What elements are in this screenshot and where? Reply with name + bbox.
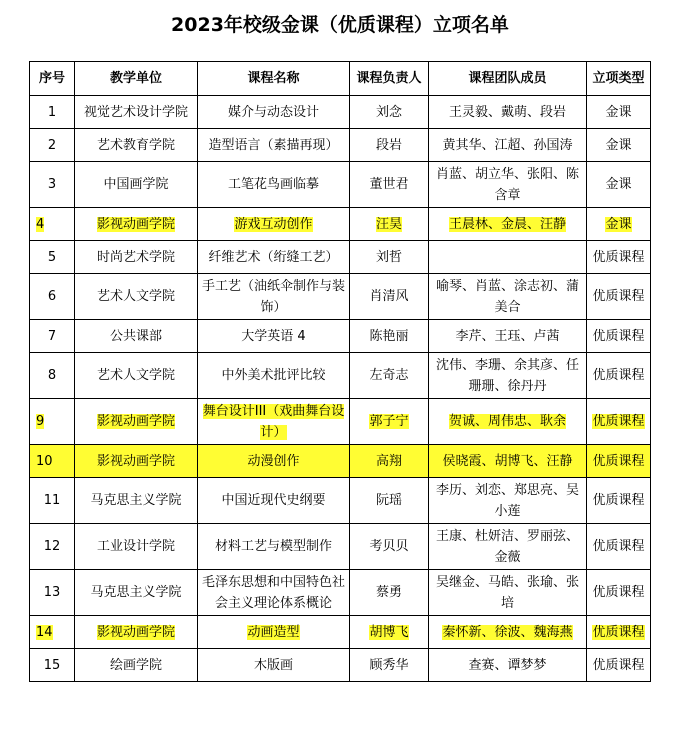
cell-no	[30, 616, 75, 649]
cell-type-text: 优质课程	[592, 453, 645, 469]
table-row	[30, 208, 651, 241]
cell-unit-text: 影视动画学院	[96, 216, 175, 232]
cell-lead-text: 董世君	[369, 177, 409, 192]
cell-course-text: 游戏互动创作	[234, 216, 313, 232]
cell-no	[30, 353, 75, 399]
cell-team-text: 侯晓霞、胡博飞、汪静	[442, 453, 573, 469]
cell-lead-text: 顾秀华	[369, 657, 409, 673]
cell-lead-text: 段岩	[375, 137, 402, 153]
cell-course-text: 材料工艺与模型制作	[214, 539, 332, 554]
cell-lead	[350, 274, 429, 320]
cell-unit	[75, 399, 198, 445]
cell-lead-text: 胡博飞	[369, 624, 409, 640]
cell-unit	[75, 208, 198, 241]
cell-team	[429, 274, 587, 320]
cell-team-text: 喻琴、肖蓝、涂志初、蒲美合	[435, 278, 579, 315]
cell-no	[30, 399, 75, 445]
cell-course-text: 中国近现代史纲要	[221, 493, 326, 508]
cell-course	[198, 208, 350, 241]
cell-no-text: 2	[47, 137, 57, 153]
cell-course	[198, 162, 350, 208]
cell-course	[198, 96, 350, 129]
cell-team-text: 秦怀新、徐波、魏海燕	[442, 624, 573, 640]
cell-lead	[350, 162, 429, 208]
cell-type-text: 优质课程	[592, 328, 645, 344]
cell-no-text: 3	[47, 177, 57, 192]
cell-team	[429, 208, 587, 241]
cell-team	[429, 616, 587, 649]
cell-type-text: 优质课程	[592, 249, 645, 265]
cell-lead-text: 考贝贝	[369, 539, 409, 554]
table-row	[30, 129, 651, 162]
table-row	[30, 616, 651, 649]
table-row	[30, 570, 651, 616]
project-list-table	[29, 61, 651, 682]
cell-course	[198, 274, 350, 320]
cell-team-text: 吴继金、马皓、张瑜、张培	[435, 574, 579, 611]
cell-unit-text: 艺术人文学院	[96, 289, 175, 304]
cell-no-text: 10	[36, 453, 53, 469]
cell-unit-text: 马克思主义学院	[90, 585, 182, 600]
cell-type-text: 优质课程	[592, 657, 645, 673]
cell-no-text: 5	[47, 249, 57, 265]
header-type: 立项类型	[587, 62, 651, 96]
cell-team-text: 贺诚、周伟忠、耿余	[448, 414, 566, 429]
cell-type	[587, 616, 651, 649]
cell-team	[429, 353, 587, 399]
cell-unit-text: 工业设计学院	[96, 539, 175, 554]
header-no: 序号	[30, 62, 75, 96]
cell-type-text: 优质课程	[592, 414, 645, 429]
cell-type	[587, 274, 651, 320]
cell-lead-text: 肖清风	[369, 289, 409, 304]
cell-unit-text: 马克思主义学院	[90, 493, 182, 508]
cell-lead	[350, 399, 429, 445]
cell-unit	[75, 274, 198, 320]
table-row	[30, 162, 651, 208]
cell-no-text: 4	[36, 216, 45, 232]
cell-type-text: 优质课程	[592, 368, 645, 383]
cell-unit	[75, 445, 198, 478]
cell-team	[429, 524, 587, 570]
cell-no-text: 13	[43, 585, 61, 600]
cell-no	[30, 162, 75, 208]
cell-lead-text: 郭子宁	[369, 414, 409, 429]
cell-unit-text: 视觉艺术设计学院	[83, 104, 188, 120]
cell-team-text: 沈伟、李珊、余其彦、任珊珊、徐丹丹	[435, 357, 579, 394]
cell-team	[429, 399, 587, 445]
cell-team-text: 王康、杜妍洁、罗丽弦、金薇	[435, 528, 579, 565]
table-row	[30, 649, 651, 682]
cell-type	[587, 96, 651, 129]
table-header-row	[30, 62, 651, 96]
cell-course-text: 动漫创作	[247, 453, 300, 469]
cell-team-text: 李历、刘恋、郑思亮、吴小莲	[435, 482, 579, 519]
cell-lead-text: 阮瑶	[375, 493, 402, 508]
cell-unit-text: 影视动画学院	[96, 453, 175, 469]
cell-type-text: 优质课程	[592, 493, 645, 508]
cell-team	[429, 241, 587, 274]
cell-course	[198, 129, 350, 162]
cell-unit-text: 绘画学院	[109, 657, 162, 673]
cell-team-text: 肖蓝、胡立华、张阳、陈含章	[435, 166, 579, 203]
cell-no	[30, 320, 75, 353]
cell-course-text: 手工艺（油纸伞制作与装饰）	[201, 278, 345, 315]
cell-lead	[350, 616, 429, 649]
cell-team	[429, 162, 587, 208]
cell-lead-text: 刘念	[375, 104, 402, 120]
cell-course-text: 大学英语 4	[241, 328, 306, 344]
cell-no-text: 11	[43, 493, 61, 508]
cell-lead	[350, 649, 429, 682]
table-row	[30, 320, 651, 353]
cell-lead	[350, 241, 429, 274]
cell-type	[587, 241, 651, 274]
cell-no-text: 9	[36, 414, 45, 429]
cell-unit-text: 艺术人文学院	[96, 368, 175, 383]
cell-unit	[75, 478, 198, 524]
cell-type-text: 金课	[605, 104, 632, 120]
cell-type-text: 优质课程	[592, 539, 645, 554]
cell-unit	[75, 353, 198, 399]
cell-course-text: 造型语言（素描再现）	[208, 137, 339, 153]
cell-course-text: 纤维艺术（绗缝工艺）	[208, 249, 339, 265]
cell-no	[30, 129, 75, 162]
cell-unit-text: 影视动画学院	[96, 414, 175, 429]
cell-type	[587, 162, 651, 208]
table-row	[30, 353, 651, 399]
cell-unit-text: 中国画学院	[103, 177, 169, 192]
cell-type-text: 金课	[605, 177, 632, 192]
cell-team	[429, 320, 587, 353]
cell-no	[30, 649, 75, 682]
cell-unit	[75, 96, 198, 129]
cell-team	[429, 445, 587, 478]
cell-unit	[75, 241, 198, 274]
cell-lead-text: 蔡勇	[375, 585, 402, 600]
cell-no-text: 6	[47, 289, 57, 304]
cell-team	[429, 570, 587, 616]
cell-type	[587, 320, 651, 353]
cell-no-text: 12	[43, 539, 61, 554]
cell-team	[429, 478, 587, 524]
cell-unit	[75, 649, 198, 682]
cell-unit-text: 公共课部	[109, 328, 162, 344]
cell-course-text: 动画造型	[247, 624, 300, 640]
cell-unit	[75, 570, 198, 616]
cell-type	[587, 129, 651, 162]
cell-unit	[75, 129, 198, 162]
cell-course	[198, 649, 350, 682]
cell-course-text: 中外美术批评比较	[221, 368, 326, 383]
cell-course	[198, 399, 350, 445]
table-row	[30, 96, 651, 129]
cell-lead	[350, 570, 429, 616]
cell-course-text: 工笔花鸟画临摹	[227, 177, 319, 192]
cell-no	[30, 445, 75, 478]
cell-type	[587, 445, 651, 478]
cell-team	[429, 649, 587, 682]
cell-lead	[350, 353, 429, 399]
cell-team-text: 黄其华、江超、孙国涛	[442, 137, 573, 153]
cell-team-text: 王灵毅、戴萌、段岩	[448, 104, 566, 120]
cell-no-text: 14	[36, 624, 53, 640]
cell-course	[198, 524, 350, 570]
cell-course-text: 木版画	[253, 657, 293, 673]
cell-course-text: 媒介与动态设计	[227, 104, 319, 120]
cell-type	[587, 208, 651, 241]
cell-course-text: 毛泽东思想和中国特色社会主义理论体系概论	[201, 574, 345, 611]
cell-no	[30, 478, 75, 524]
cell-lead	[350, 96, 429, 129]
cell-lead	[350, 320, 429, 353]
cell-type	[587, 570, 651, 616]
cell-type	[587, 478, 651, 524]
cell-no	[30, 570, 75, 616]
cell-lead-text: 汪昊	[375, 216, 402, 232]
cell-unit-text: 影视动画学院	[96, 624, 175, 640]
cell-lead-text: 左奇志	[369, 368, 409, 383]
cell-type-text: 优质课程	[592, 289, 645, 304]
table-row	[30, 399, 651, 445]
cell-team	[429, 96, 587, 129]
cell-unit	[75, 162, 198, 208]
header-unit: 教学单位	[75, 62, 198, 96]
header-team: 课程团队成员	[429, 62, 587, 96]
cell-unit	[75, 320, 198, 353]
cell-course	[198, 478, 350, 524]
cell-type-text: 优质课程	[592, 585, 645, 600]
cell-no-text: 15	[43, 657, 61, 673]
table-row	[30, 524, 651, 570]
cell-no-text: 8	[47, 368, 57, 383]
table-row	[30, 478, 651, 524]
table-row	[30, 445, 651, 478]
cell-type	[587, 399, 651, 445]
cell-lead	[350, 524, 429, 570]
cell-type	[587, 353, 651, 399]
cell-lead	[350, 445, 429, 478]
cell-course-text: 舞台设计III（戏曲舞台设计）	[202, 403, 345, 440]
cell-lead-text: 刘哲	[375, 249, 402, 265]
cell-lead-text: 高翔	[375, 453, 402, 469]
cell-no	[30, 241, 75, 274]
cell-unit-text: 时尚艺术学院	[96, 249, 175, 265]
cell-type-text: 金课	[605, 216, 632, 232]
cell-lead	[350, 129, 429, 162]
cell-no-text: 1	[47, 104, 57, 120]
cell-team-text: 查赛、谭梦梦	[468, 657, 547, 673]
cell-no	[30, 274, 75, 320]
cell-unit	[75, 616, 198, 649]
cell-team	[429, 129, 587, 162]
cell-course	[198, 570, 350, 616]
cell-no-text: 7	[47, 328, 57, 344]
cell-unit-text: 艺术教育学院	[96, 137, 175, 153]
cell-course	[198, 320, 350, 353]
cell-type-text: 金课	[605, 137, 632, 153]
cell-no	[30, 96, 75, 129]
cell-type	[587, 524, 651, 570]
header-lead: 课程负责人	[350, 62, 429, 96]
cell-unit	[75, 524, 198, 570]
cell-lead-text: 陈艳丽	[369, 328, 409, 344]
table-row	[30, 274, 651, 320]
cell-no	[30, 208, 75, 241]
cell-team-text: 李芹、王珏、卢茜	[455, 328, 560, 344]
cell-team-text: 王晨林、金晨、汪静	[448, 216, 566, 232]
cell-course	[198, 353, 350, 399]
cell-course	[198, 616, 350, 649]
cell-lead	[350, 208, 429, 241]
table-row	[30, 241, 651, 274]
header-course: 课程名称	[198, 62, 350, 96]
cell-no	[30, 524, 75, 570]
page-title: 2023年校级金课（优质课程）立项名单	[171, 14, 509, 36]
cell-lead	[350, 478, 429, 524]
cell-type-text: 优质课程	[592, 624, 645, 640]
cell-course	[198, 241, 350, 274]
cell-type	[587, 649, 651, 682]
cell-course	[198, 445, 350, 478]
